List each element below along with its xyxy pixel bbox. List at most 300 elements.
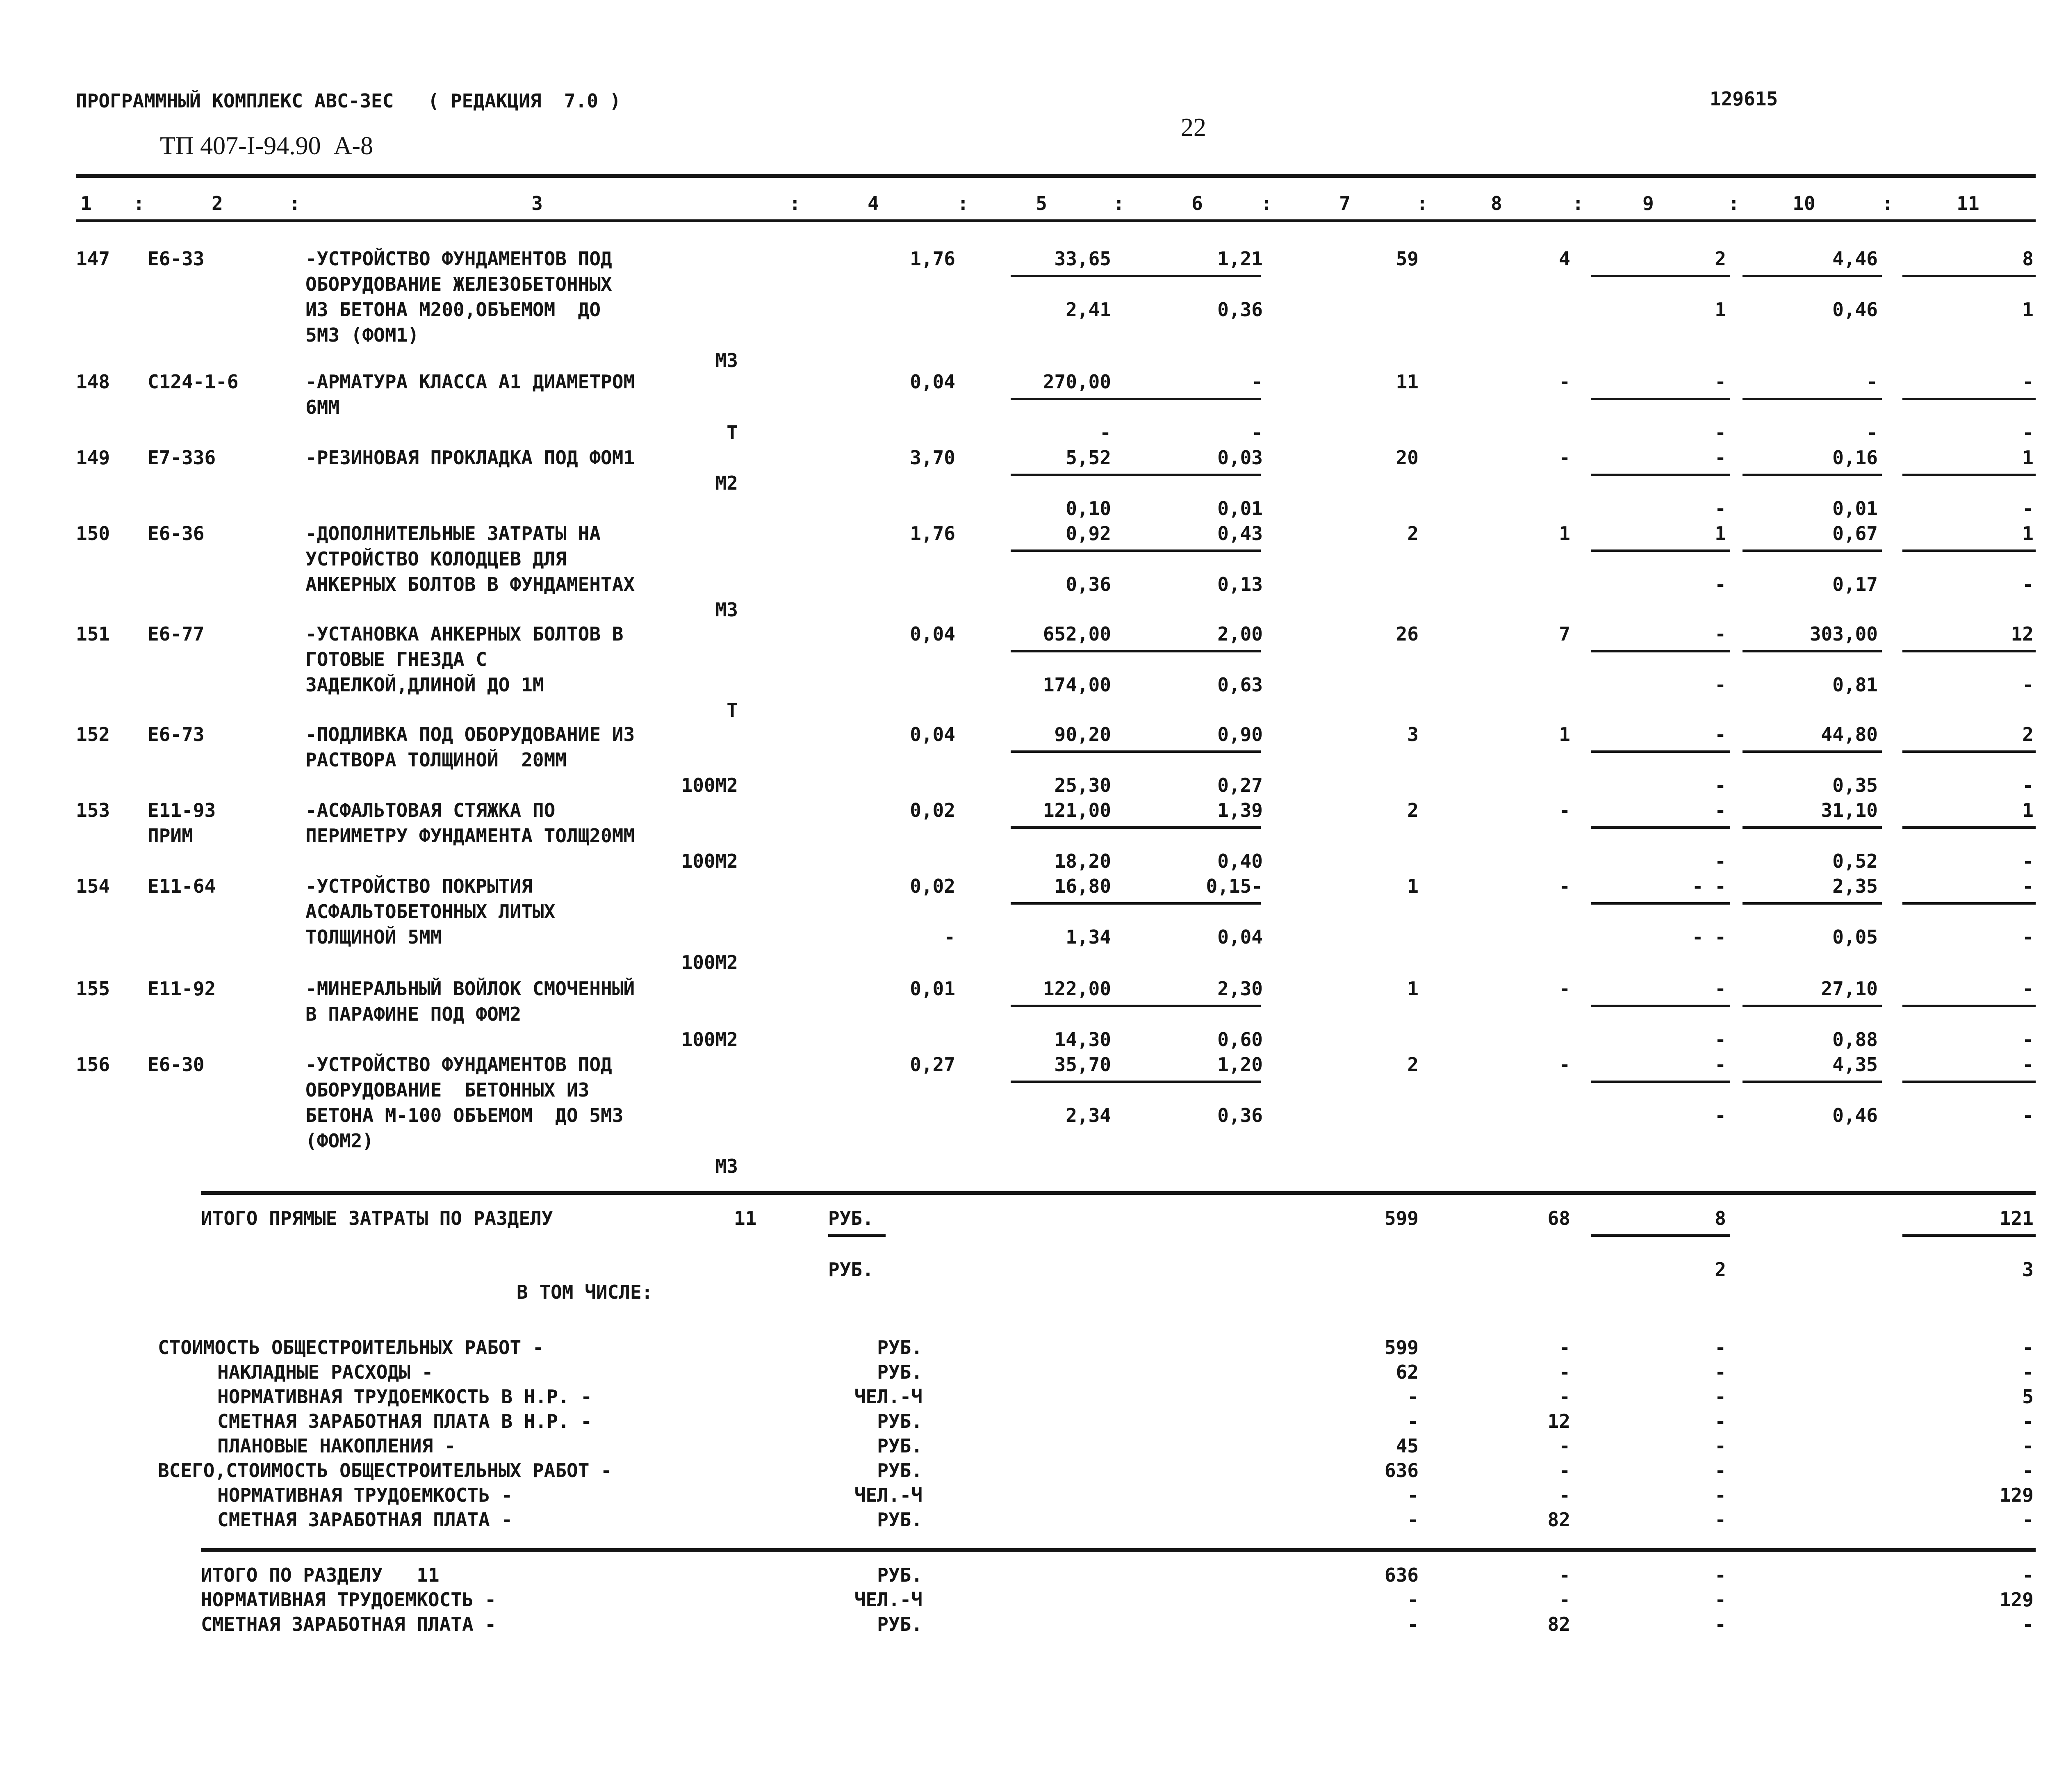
row-value-c9b: - — [1715, 850, 1726, 872]
row-value-c11: 1 — [2022, 447, 2034, 469]
row-value-c10b: 0,05 — [1832, 926, 1878, 948]
section-total-unit: РУБ. — [877, 1613, 922, 1635]
row-unit: М3 — [715, 599, 738, 621]
row-value-c6b: 0,04 — [1217, 926, 1263, 948]
row-value-c6: 2,30 — [1217, 978, 1263, 1000]
row-value-c10: 4,46 — [1832, 248, 1878, 270]
row-value-c11b: - — [2022, 674, 2034, 696]
row-value-c11b: - — [2022, 422, 2034, 444]
fraction-rule — [1011, 826, 1138, 829]
row-value-c11: 12 — [2011, 623, 2034, 645]
row-description: -ДОПОЛНИТЕЛЬНЫЕ ЗАТРАТЫ НА — [305, 522, 601, 545]
row-code: Е6-30 — [148, 1053, 205, 1076]
row-value-c5: 5,52 — [1066, 447, 1111, 469]
row-value-c9: - — [1715, 723, 1726, 746]
row-value-c11: 1 — [2022, 522, 2034, 545]
row-value-c10: 303,00 — [1809, 623, 1878, 645]
row-quantity: 1,76 — [910, 248, 955, 270]
row-unit: 100М2 — [681, 951, 738, 974]
summary-c9: - — [1715, 1484, 1726, 1506]
fraction-rule — [1742, 549, 1882, 552]
column-header: 7 — [1339, 192, 1351, 214]
row-code: Е6-33 — [148, 248, 205, 270]
section-total-c11: 129 — [1999, 1589, 2034, 1611]
total-direct-unit-secondary: РУБ. — [828, 1259, 874, 1281]
row-value-c8: - — [1559, 1053, 1570, 1076]
row-description: -АСФАЛЬТОВАЯ СТЯЖКА ПО — [305, 799, 556, 821]
row-value-c8: 4 — [1559, 248, 1570, 270]
row-number: 154 — [76, 875, 110, 897]
row-value-c7: 3 — [1407, 723, 1419, 746]
row-value-c6b: 0,36 — [1217, 1104, 1263, 1126]
row-value-c9b: - — [1715, 1104, 1726, 1126]
summary-c9: - — [1715, 1410, 1726, 1432]
section-total-c11: - — [2022, 1613, 2034, 1635]
row-description: РАСТВОРА ТОЛЩИНОЙ 20ММ — [305, 749, 567, 771]
fraction-rule — [1742, 1005, 1882, 1007]
row-value-c9: - — [1715, 978, 1726, 1000]
row-value-c9b: - — [1715, 1028, 1726, 1051]
row-value-c6: 1,20 — [1217, 1053, 1263, 1076]
summary-label: НОРМАТИВНАЯ ТРУДОЕМКОСТЬ - — [217, 1484, 513, 1506]
fraction-rule — [1591, 275, 1730, 277]
column-separator: : — [1261, 192, 1272, 214]
row-quantity: 0,27 — [910, 1053, 955, 1076]
fraction-rule — [1125, 750, 1261, 753]
summary-c11: 5 — [2022, 1386, 2034, 1408]
summary-label: СТОИМОСТЬ ОБЩЕСТРОИТЕЛЬНЫХ РАБОТ - — [158, 1336, 544, 1359]
row-value-c5b: 0,36 — [1066, 573, 1111, 595]
fraction-rule — [1011, 1081, 1138, 1083]
fraction-rule — [1125, 398, 1261, 400]
row-value-c11: 8 — [2022, 248, 2034, 270]
row-number: 147 — [76, 248, 110, 270]
summary-c7: 636 — [1384, 1459, 1419, 1482]
row-code: Е11-64 — [148, 875, 216, 897]
fraction-rule — [1011, 902, 1138, 905]
row-unit: М3 — [715, 349, 738, 372]
row-number: 156 — [76, 1053, 110, 1076]
row-value-c6: 2,00 — [1217, 623, 1263, 645]
column-separator: : — [1882, 192, 1893, 214]
row-value-c6: 0,03 — [1217, 447, 1263, 469]
document-number: 129615 — [1710, 88, 1778, 110]
column-separator: : — [133, 192, 145, 214]
row-value-c6b: 0,01 — [1217, 497, 1263, 520]
fraction-rule — [1591, 1081, 1730, 1083]
row-description: АНКЕРНЫХ БОЛТОВ В ФУНДАМЕНТАХ — [305, 573, 635, 595]
row-code: Е11-93 — [148, 799, 216, 821]
fraction-rule — [1125, 902, 1261, 905]
row-quantity: 0,01 — [910, 978, 955, 1000]
fraction-rule — [1742, 275, 1882, 277]
summary-c11: 129 — [1999, 1484, 2034, 1506]
row-value-c5: 270,00 — [1043, 371, 1111, 393]
row-description: -АРМАТУРА КЛАССА А1 ДИАМЕТРОМ — [305, 371, 635, 393]
row-value-c9b: - — [1715, 674, 1726, 696]
row-description: -УСТАНОВКА АНКЕРНЫХ БОЛТОВ В — [305, 623, 624, 645]
fraction-rule — [1902, 275, 2036, 277]
row-value-c9: 1 — [1715, 522, 1726, 545]
row-quantity: 0,02 — [910, 799, 955, 821]
row-value-c9b: - — [1715, 573, 1726, 595]
fraction-rule — [1591, 549, 1730, 552]
row-value-c5b: 25,30 — [1054, 774, 1111, 796]
program-title: ПРОГРАММНЫЙ КОМПЛЕКС АВС-3ЕС ( РЕДАКЦИЯ 7.0 ) — [76, 90, 621, 112]
section-total-c8: 82 — [1547, 1613, 1570, 1635]
row-value-c9b: - — [1715, 774, 1726, 796]
row-value-c6b: 0,36 — [1217, 299, 1263, 321]
row-value-c11b: - — [2022, 497, 2034, 520]
row-value-c7: 1 — [1407, 875, 1419, 897]
including-label: В ТОМ ЧИСЛЕ: — [517, 1281, 653, 1303]
summary-unit: ЧЕЛ.-Ч — [854, 1386, 922, 1408]
row-value-c6b: 0,40 — [1217, 850, 1263, 872]
fraction-rule — [1011, 1005, 1138, 1007]
fraction-rule — [1742, 650, 1882, 652]
total-direct-c11b: 3 — [2022, 1259, 2034, 1281]
totals-top-rule — [201, 1191, 2036, 1195]
fraction-rule — [1591, 826, 1730, 829]
total-direct-c11: 121 — [1999, 1207, 2034, 1229]
section-total-unit: ЧЕЛ.-Ч — [854, 1589, 922, 1611]
column-header: 10 — [1793, 192, 1815, 214]
summary-c8: - — [1559, 1336, 1570, 1359]
row-value-c5: 0,92 — [1066, 522, 1111, 545]
row-value-c11b: 1 — [2022, 299, 2034, 321]
summary-c8: 12 — [1547, 1410, 1570, 1432]
row-unit: М2 — [715, 472, 738, 494]
row-value-c5: 33,65 — [1054, 248, 1111, 270]
fraction-rule — [1125, 1005, 1261, 1007]
summary-c8: 82 — [1547, 1509, 1570, 1531]
fraction-rule — [1591, 902, 1730, 905]
row-value-c6b: 0,63 — [1217, 674, 1263, 696]
row-value-c8: - — [1559, 978, 1570, 1000]
row-description: 5М3 (ФОМ1) — [305, 324, 419, 346]
row-value-c10: 44,80 — [1821, 723, 1878, 746]
row-value-c10b: 0,46 — [1832, 299, 1878, 321]
row-value-c11b: - — [2022, 1028, 2034, 1051]
section-total-label: НОРМАТИВНАЯ ТРУДОЕМКОСТЬ - — [201, 1589, 497, 1611]
row-description: ОБОРУДОВАНИЕ БЕТОННЫХ ИЗ — [305, 1079, 590, 1101]
row-value-c11: - — [2022, 1053, 2034, 1076]
row-value-c7: 26 — [1396, 623, 1419, 645]
row-value-c11b: - — [2022, 850, 2034, 872]
row-value-c10b: 0,46 — [1832, 1104, 1878, 1126]
fraction-rule — [1125, 275, 1261, 277]
row-quantity: 1,76 — [910, 522, 955, 545]
row-code: Е11-92 — [148, 978, 216, 1000]
row-value-c5: 90,20 — [1054, 723, 1111, 746]
section-total-unit: РУБ. — [877, 1564, 922, 1586]
section-total-c9: - — [1715, 1564, 1726, 1586]
row-value-c10b: - — [1866, 422, 1878, 444]
fraction-rule — [1742, 474, 1882, 476]
row-value-c8: 1 — [1559, 522, 1570, 545]
row-value-c5: 16,80 — [1054, 875, 1111, 897]
summary-c7: - — [1407, 1410, 1419, 1432]
row-description: ТОЛЩИНОЙ 5ММ — [305, 926, 442, 948]
fraction-rule — [1125, 1081, 1261, 1083]
row-value-c8: - — [1559, 371, 1570, 393]
row-value-c6: 0,15- — [1206, 875, 1263, 897]
row-quantity: 0,04 — [910, 623, 955, 645]
row-value-c6: 0,43 — [1217, 522, 1263, 545]
row-value-c10: 27,10 — [1821, 978, 1878, 1000]
row-value-c6: - — [1251, 371, 1263, 393]
row-code: Е6-73 — [148, 723, 205, 746]
row-unit: Т — [727, 422, 738, 444]
summary-c8: - — [1559, 1361, 1570, 1383]
section-total-rule — [201, 1548, 2036, 1552]
row-value-c7: 59 — [1396, 248, 1419, 270]
row-value-c6b: - — [1251, 422, 1263, 444]
fraction-rule — [1591, 398, 1730, 400]
row-description: ПЕРИМЕТРУ ФУНДАМЕНТА ТОЛЩ20ММ — [305, 825, 635, 847]
row-description: В ПАРАФИНЕ ПОД ФОМ2 — [305, 1003, 522, 1025]
row-value-c11: - — [2022, 371, 2034, 393]
row-description: -УСТРОЙСТВО ПОКРЫТИЯ — [305, 875, 533, 897]
fraction-rule — [1742, 902, 1882, 905]
fraction-rule — [1591, 1234, 1730, 1237]
column-header: 11 — [1957, 192, 1979, 214]
row-value-c7: 20 — [1396, 447, 1419, 469]
row-value-c10: 2,35 — [1832, 875, 1878, 897]
summary-c7: - — [1407, 1509, 1419, 1531]
row-value-c11: 2 — [2022, 723, 2034, 746]
summary-unit: РУБ. — [877, 1435, 922, 1457]
fraction-rule — [1011, 398, 1138, 400]
fraction-rule — [1011, 650, 1138, 652]
summary-unit: РУБ. — [877, 1509, 922, 1531]
column-separator: : — [289, 192, 301, 214]
row-value-c9b: 1 — [1715, 299, 1726, 321]
row-value-c5b: 1,34 — [1066, 926, 1111, 948]
row-description: БЕТОНА М-100 ОБЪЕМОМ ДО 5М3 — [305, 1104, 624, 1126]
row-description: АСФАЛЬТОБЕТОННЫХ ЛИТЫХ — [305, 901, 556, 923]
summary-c8: - — [1559, 1386, 1570, 1408]
row-value-c5: 35,70 — [1054, 1053, 1111, 1076]
row-unit: 100М2 — [681, 1028, 738, 1051]
row-description: ИЗ БЕТОНА М200,ОБЪЕМОМ ДО — [305, 299, 601, 321]
row-value-c9b: - — [1715, 497, 1726, 520]
column-header: 5 — [1036, 192, 1047, 214]
summary-unit: ЧЕЛ.-Ч — [854, 1484, 922, 1506]
fraction-rule — [1902, 826, 2036, 829]
row-value-c10: 4,35 — [1832, 1053, 1878, 1076]
row-value-c9: - — [1715, 1053, 1726, 1076]
summary-c9: - — [1715, 1386, 1726, 1408]
row-number: 153 — [76, 799, 110, 821]
row-value-c9b: - — [1715, 422, 1726, 444]
row-description: -УСТРОЙСТВО ФУНДАМЕНТОВ ПОД — [305, 1053, 612, 1076]
fraction-rule — [1591, 1005, 1730, 1007]
summary-c9: - — [1715, 1336, 1726, 1359]
row-value-c6b: 0,13 — [1217, 573, 1263, 595]
row-value-c10b: 0,88 — [1832, 1028, 1878, 1051]
section-total-c8: - — [1559, 1589, 1570, 1611]
column-separator: : — [1417, 192, 1428, 214]
row-value-c11: - — [2022, 875, 2034, 897]
row-value-c11: 1 — [2022, 799, 2034, 821]
row-value-c5b: 2,34 — [1066, 1104, 1111, 1126]
fraction-rule — [1742, 1081, 1882, 1083]
row-value-c9: - - — [1692, 875, 1726, 897]
row-value-c5b: 0,10 — [1066, 497, 1111, 520]
row-value-c7: 2 — [1407, 799, 1419, 821]
fraction-rule — [1011, 474, 1138, 476]
row-value-c11b: - — [2022, 1104, 2034, 1126]
summary-unit: РУБ. — [877, 1410, 922, 1432]
row-value-c6: 1,39 — [1217, 799, 1263, 821]
summary-label: НОРМАТИВНАЯ ТРУДОЕМКОСТЬ В Н.Р. - — [217, 1386, 592, 1408]
row-number: 151 — [76, 623, 110, 645]
column-header: 8 — [1491, 192, 1502, 214]
fraction-rule — [1591, 650, 1730, 652]
summary-c9: - — [1715, 1435, 1726, 1457]
row-description: -УСТРОЙСТВО ФУНДАМЕНТОВ ПОД — [305, 248, 612, 270]
fraction-rule — [1902, 549, 2036, 552]
row-description: -МИНЕРАЛЬНЫЙ ВОЙЛОК СМОЧЕННЫЙ — [305, 978, 635, 1000]
row-value-c9: - — [1715, 371, 1726, 393]
summary-unit: РУБ. — [877, 1336, 922, 1359]
row-quantity: 3,70 — [910, 447, 955, 469]
section-total-label: ИТОГО ПО РАЗДЕЛУ 11 — [201, 1564, 440, 1586]
row-value-c5: 122,00 — [1043, 978, 1111, 1000]
row-quantity: 0,04 — [910, 723, 955, 746]
row-number: 155 — [76, 978, 110, 1000]
row-value-c8: 1 — [1559, 723, 1570, 746]
column-header: 1 — [80, 192, 92, 214]
summary-c7: 45 — [1396, 1435, 1419, 1457]
row-value-c10: 31,10 — [1821, 799, 1878, 821]
section-total-c9: - — [1715, 1613, 1726, 1635]
summary-c8: - — [1559, 1484, 1570, 1506]
fraction-rule — [1591, 474, 1730, 476]
summary-c11: - — [2022, 1361, 2034, 1383]
summary-label: НАКЛАДНЫЕ РАСХОДЫ - — [217, 1361, 433, 1383]
row-value-c7: 2 — [1407, 522, 1419, 545]
summary-c7: 62 — [1396, 1361, 1419, 1383]
row-description: 6ММ — [305, 396, 340, 418]
summary-label: ПЛАНОВЫЕ НАКОПЛЕНИЯ - — [217, 1435, 456, 1457]
row-value-c6b: 0,27 — [1217, 774, 1263, 796]
total-direct-c9b: 2 — [1715, 1259, 1726, 1281]
total-direct-c8: 68 — [1547, 1207, 1570, 1229]
summary-c7: - — [1407, 1386, 1419, 1408]
row-description: (ФОМ2) — [305, 1130, 374, 1152]
row-quantity: 0,02 — [910, 875, 955, 897]
total-direct-unit: РУБ. — [828, 1207, 874, 1229]
row-value-c9: - — [1715, 623, 1726, 645]
row-value-c7: 2 — [1407, 1053, 1419, 1076]
row-value-c5b: 2,41 — [1066, 299, 1111, 321]
fraction-rule — [1902, 750, 2036, 753]
column-header: 9 — [1642, 192, 1654, 214]
summary-unit: РУБ. — [877, 1361, 922, 1383]
row-value-c9b: - - — [1692, 926, 1726, 948]
row-unit: М3 — [715, 1155, 738, 1177]
row-number: 150 — [76, 522, 110, 545]
fraction-rule — [828, 1234, 886, 1237]
row-value-c7: 1 — [1407, 978, 1419, 1000]
row-value-c6b: 0,60 — [1217, 1028, 1263, 1051]
row-value-c10: 0,67 — [1832, 522, 1878, 545]
row-code-note: ПРИМ — [148, 825, 193, 847]
row-value-c10b: 0,35 — [1832, 774, 1878, 796]
summary-c8: - — [1559, 1459, 1570, 1482]
row-code: С124-1-6 — [148, 371, 239, 393]
row-value-c10: - — [1866, 371, 1878, 393]
column-separator: : — [1572, 192, 1584, 214]
row-value-c9: - — [1715, 799, 1726, 821]
column-separator: : — [789, 192, 801, 214]
summary-label: СМЕТНАЯ ЗАРАБОТНАЯ ПЛАТА - — [217, 1509, 513, 1531]
page-number: 22 — [1181, 114, 1206, 141]
row-code: Е7-336 — [148, 447, 216, 469]
column-header: 2 — [212, 192, 223, 214]
row-number: 148 — [76, 371, 110, 393]
summary-c7: - — [1407, 1484, 1419, 1506]
table-top-rule — [76, 174, 2036, 178]
row-value-c5b: 174,00 — [1043, 674, 1111, 696]
row-value-c10b: 0,81 — [1832, 674, 1878, 696]
summary-c11: - — [2022, 1410, 2034, 1432]
row-description: УСТРОЙСТВО КОЛОДЦЕВ ДЛЯ — [305, 548, 567, 570]
row-number: 149 — [76, 447, 110, 469]
summary-c11: - — [2022, 1435, 2034, 1457]
fraction-rule — [1011, 275, 1138, 277]
summary-c8: - — [1559, 1435, 1570, 1457]
document-code: ТП 407-I-94.90 А-8 — [160, 132, 374, 160]
column-header: 4 — [868, 192, 879, 214]
row-value-c10: 0,16 — [1832, 447, 1878, 469]
row-value-c10b: 0,01 — [1832, 497, 1878, 520]
row-value-c5: 652,00 — [1043, 623, 1111, 645]
row-unit: Т — [727, 699, 738, 721]
row-value-c11b: - — [2022, 573, 2034, 595]
row-value-c5b: - — [1100, 422, 1111, 444]
row-value-c6: 0,90 — [1217, 723, 1263, 746]
row-value-c8: 7 — [1559, 623, 1570, 645]
fraction-rule — [1125, 826, 1261, 829]
row-value-c9: - — [1715, 447, 1726, 469]
row-description: ЗАДЕЛКОЙ,ДЛИНОЙ ДО 1М — [305, 674, 544, 696]
section-total-label: СМЕТНАЯ ЗАРАБОТНАЯ ПЛАТА - — [201, 1613, 497, 1635]
row-code: Е6-77 — [148, 623, 205, 645]
total-direct-c9: 8 — [1715, 1207, 1726, 1229]
fraction-rule — [1742, 826, 1882, 829]
summary-c11: - — [2022, 1336, 2034, 1359]
fraction-rule — [1902, 902, 2036, 905]
row-value-c5b: 18,20 — [1054, 850, 1111, 872]
row-value-c8: - — [1559, 799, 1570, 821]
row-description: ОБОРУДОВАНИЕ ЖЕЛЕЗОБЕТОННЫХ — [305, 273, 612, 295]
row-number: 152 — [76, 723, 110, 746]
row-value-c10b: 0,52 — [1832, 850, 1878, 872]
fraction-rule — [1742, 750, 1882, 753]
row-value-c10b: 0,17 — [1832, 573, 1878, 595]
summary-unit: РУБ. — [877, 1459, 922, 1482]
total-direct-label: ИТОГО ПРЯМЫЕ ЗАТРАТЫ ПО РАЗДЕЛУ — [201, 1207, 553, 1229]
row-unit: 100М2 — [681, 850, 738, 872]
summary-c11: - — [2022, 1459, 2034, 1482]
row-description: -РЕЗИНОВАЯ ПРОКЛАДКА ПОД ФОМ1 — [305, 447, 635, 469]
fraction-rule — [1125, 474, 1261, 476]
fraction-rule — [1902, 1234, 2036, 1237]
fraction-rule — [1902, 1081, 2036, 1083]
